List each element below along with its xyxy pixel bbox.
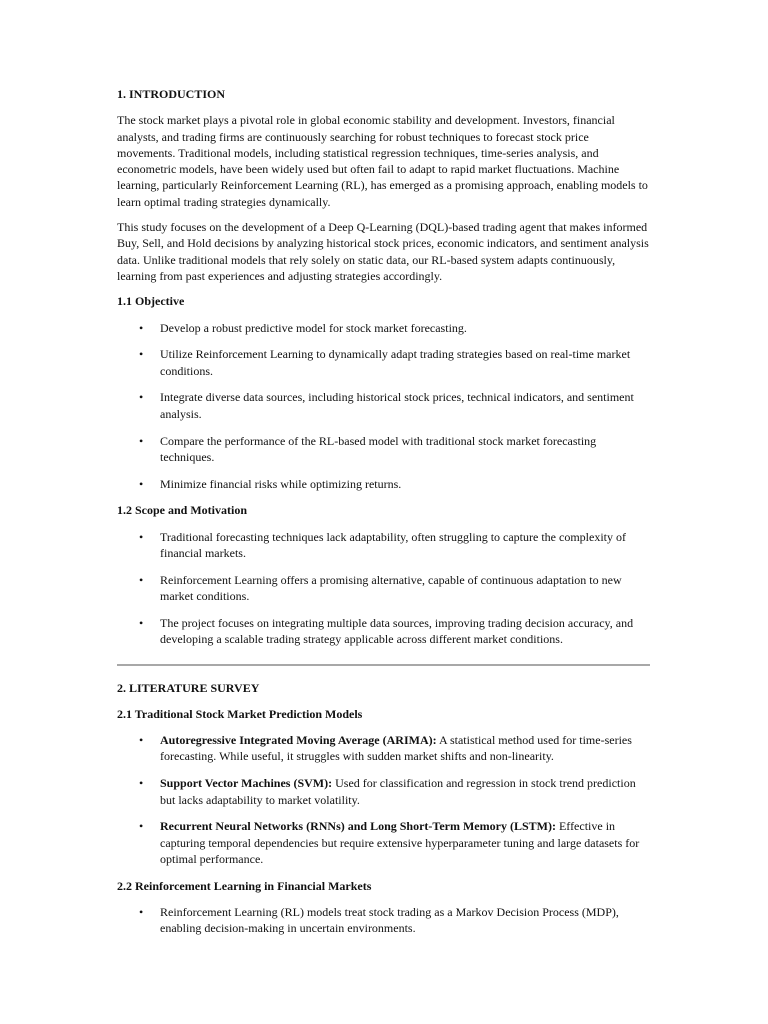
objective-heading: 1.1 Objective bbox=[117, 294, 185, 309]
list-item-text: Effective in capturing temporal dependencies but require extensive hyperparameter tuning and large datasets for optimal performance. bbox=[160, 819, 640, 866]
list-item bbox=[117, 389, 650, 422]
list-item bbox=[117, 818, 650, 867]
document-page bbox=[117, 86, 650, 947]
introduction-paragraph-1: The stock market plays a pivotal role in global economic stability and development. Investors, financial analysts, and trading firms are continuously searching for robust techniques to forecast stock price movements. Traditional models, including statistical regression techniques, time-series analysis, and econometric models, have been widely used but often fail to adapt to rapid market fluctuations. Machine learning, particularly Reinforcement Learning (RL), has emerged as a promising approach, enabling models to learn optimal trading strategies dynamically. bbox=[117, 113, 648, 209]
bullet-icon: • bbox=[139, 433, 144, 448]
list-item bbox=[117, 572, 650, 605]
traditional-models-heading: 2.1 Traditional Stock Market Prediction Models bbox=[117, 706, 363, 721]
list-item-text: Reinforcement Learning offers a promising alternative, capable of continuous adaptation to new market conditions. bbox=[160, 572, 622, 604]
bullet-icon: • bbox=[139, 733, 144, 748]
bullet-icon: • bbox=[139, 529, 144, 544]
bullet-icon: • bbox=[139, 320, 144, 335]
introduction-heading: 1. INTRODUCTION bbox=[117, 87, 226, 101]
bullet-icon: • bbox=[139, 347, 144, 362]
traditional-models-list bbox=[117, 732, 650, 867]
bullet-icon: • bbox=[139, 904, 144, 919]
scope-list bbox=[117, 529, 650, 648]
rl-finance-heading: 2.2 Reinforcement Learning in Financial Markets bbox=[117, 878, 372, 893]
list-item-text: A statistical method used for time-series forecasting. While useful, it struggles with sudden market shifts and non-linearity. bbox=[160, 733, 632, 764]
list-item-text: Traditional forecasting techniques lack adaptability, often struggling to capture the complexity of financial markets. bbox=[160, 529, 626, 561]
list-item-text: Compare the performance of the RL-based model with traditional stock market forecasting techniques. bbox=[160, 433, 597, 464]
bullet-icon: • bbox=[139, 572, 144, 587]
list-item-text: Develop a robust predictive model for stock market forecasting. bbox=[160, 320, 467, 335]
bullet-icon: • bbox=[139, 819, 144, 834]
list-item-text: Integrate diverse data sources, including historical stock prices, technical indicators, and sentiment analysis. bbox=[160, 390, 634, 421]
list-item-text: The project focuses on integrating multiple data sources, improving trading decision accuracy, and developing a scalable trading strategy applicable across different market conditions. bbox=[160, 615, 634, 647]
list-item bbox=[117, 904, 650, 937]
bullet-icon: • bbox=[139, 390, 144, 405]
list-item bbox=[117, 615, 650, 648]
list-item bbox=[117, 732, 650, 765]
list-item bbox=[117, 346, 650, 379]
bullet-icon: • bbox=[139, 776, 144, 791]
list-item-text: Minimize financial risks while optimizing returns. bbox=[160, 476, 402, 491]
list-item-text: Utilize Reinforcement Learning to dynamically adapt trading strategies based on real-time market conditions. bbox=[160, 347, 631, 378]
list-item bbox=[117, 775, 650, 808]
rl-finance-list bbox=[117, 904, 650, 937]
list-item-text: Used for classification and regression in stock trend prediction but lacks adaptability to market volatility. bbox=[160, 776, 636, 807]
list-item-term: Support Vector Machines (SVM): bbox=[160, 776, 333, 791]
literature-survey-heading: 2. LITERATURE SURVEY bbox=[117, 680, 260, 695]
list-item bbox=[117, 529, 650, 562]
list-item-term: Autoregressive Integrated Moving Average (ARIMA): bbox=[160, 733, 437, 748]
list-item-text: Reinforcement Learning (RL) models treat stock trading as a Markov Decision Process (MDP), enabling decision-making in uncertain environments. bbox=[160, 904, 619, 936]
list-item-term: Recurrent Neural Networks (RNNs) and Long Short-Term Memory (LSTM): bbox=[160, 819, 556, 834]
list-item bbox=[117, 320, 650, 336]
list-item bbox=[117, 433, 650, 466]
introduction-paragraph-2: This study focuses on the development of a Deep Q-Learning (DQL)-based trading agent that makes informed Buy, Sell, and Hold decisions by analyzing historical stock prices, economic indicators, and sentiment analysis data. Unlike traditional models that rely solely on static data, our RL-based system adapts continuously, learning from past experiences and adjusting strategies accordingly. bbox=[117, 220, 649, 283]
bullet-icon: • bbox=[139, 476, 144, 491]
bullet-icon: • bbox=[139, 615, 144, 630]
section-divider bbox=[117, 664, 650, 666]
list-item bbox=[117, 476, 650, 492]
objective-list bbox=[117, 320, 650, 492]
scope-heading: 1.2 Scope and Motivation bbox=[117, 503, 248, 518]
